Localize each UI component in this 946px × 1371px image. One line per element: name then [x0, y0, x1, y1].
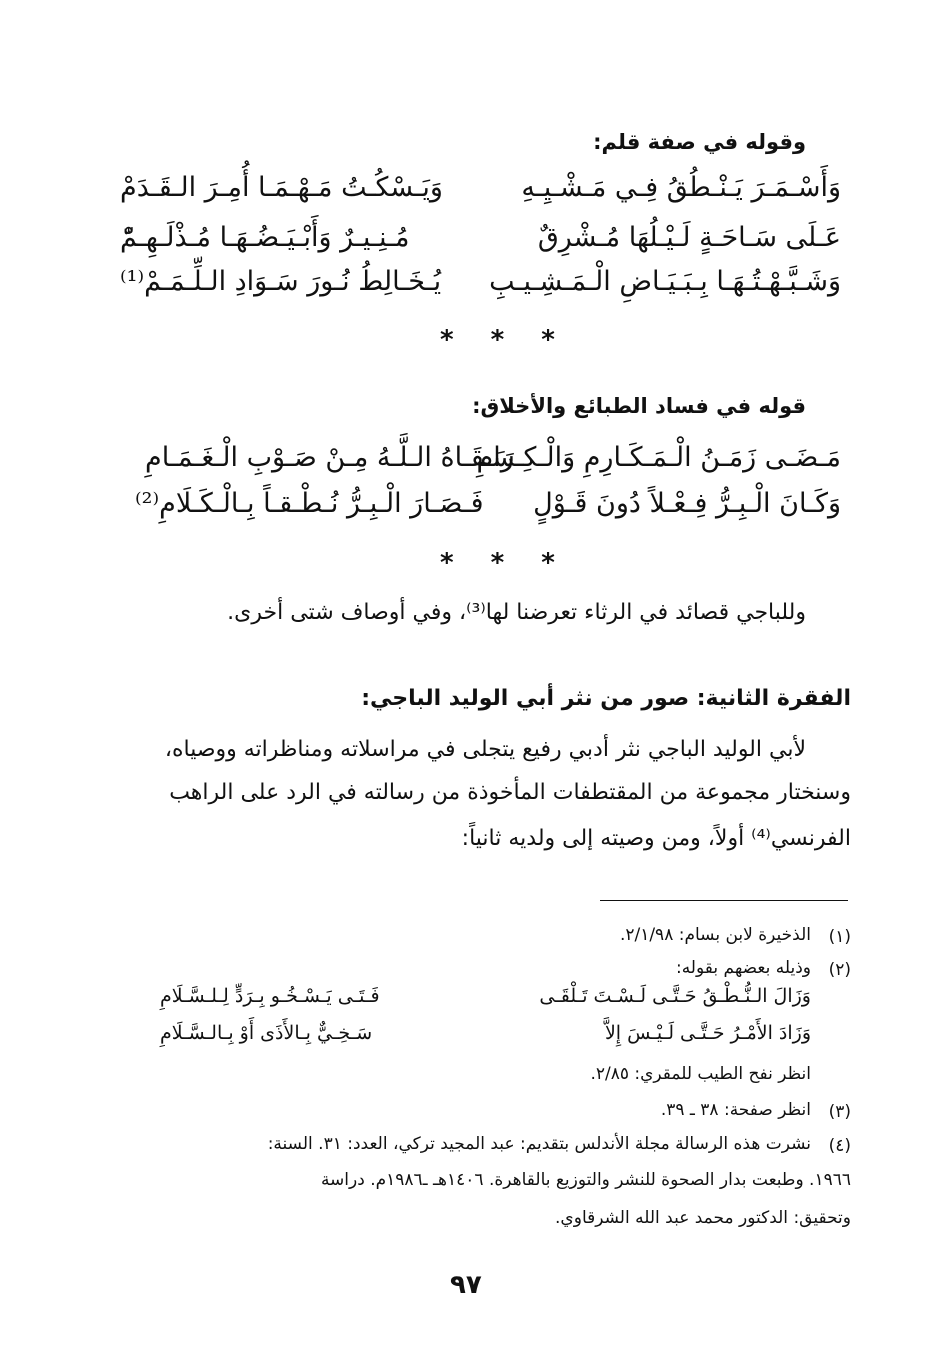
poem2-verse1-left: سَـقَـاهُ الـلَّـهُ مِـنْ صَـوْبِ الْـغَـمَـامِ	[145, 442, 515, 473]
footnote-3-text: انظر صفحة: ٣٨ ـ ٣٩.	[660, 1100, 811, 1120]
poem1-verse2-left: مُـنِـيـرٌ وَأَبْـيَـضُـهَـا مُـذْلَـهِـمّْ	[120, 222, 410, 253]
poem1-heading: وقوله في صفة قلم:	[593, 130, 806, 154]
page-number: ٩٧	[450, 1270, 482, 1300]
footnote-1-number: (١)	[828, 927, 851, 947]
poem1-verse3-left: يُـخَـالِطُ نُـورَ سَـوَادِ الـلِّـمَـمْ⁽¹⁾	[120, 266, 442, 297]
poem1-verse1-left: وَيَـسْكُـتُ مَـهْـمَـا أُمِـرَ الـقَـدَمْ	[120, 172, 443, 203]
poem2-heading: قوله في فساد الطبائع والأخلاق:	[472, 394, 806, 418]
paragraph-line-3: الفرنسي⁽⁴⁾ أولاً، ومن وصيته إلى ولديه ثانياً:	[461, 826, 851, 851]
poem1-verse1-right: وَأَسْـمَـرَ يَـنْـطُقُ فِـي مَـشْـيِـهِ	[521, 172, 841, 203]
footnote-4-line-3: وتحقيق: الدكتور محمد عبد الله الشرقاوي.	[555, 1208, 851, 1228]
paragraph-line-2: وسنختار مجموعة من المقتطفات المأخوذة من رسالته في الرد على الراهب	[169, 780, 851, 805]
footnote-divider	[600, 900, 848, 901]
section-separator-2: * * *	[440, 548, 569, 578]
footnote-2-verse1-right: وَزَالَ الـنُّـطْـقُ حَـتَّـى لَـسْـتَ تَـلْقَـى	[539, 985, 811, 1007]
footnote-2-verse2-right: وَزَادَ الأَمْـرُ حَـتَّـى لَـيْـسَ إِلاَّ	[604, 1022, 811, 1044]
footnote-3-number: (٣)	[828, 1102, 851, 1122]
paragraph-line-1: لأبي الوليد الباجي نثر أدبي رفيع يتجلى في مراسلاته ومناظراته ووصياه،	[164, 737, 806, 762]
section-heading: الفقرة الثانية: صور من نثر أبي الوليد الباجي:	[361, 686, 851, 711]
footnote-2-number: (٢)	[828, 960, 851, 980]
baji-elegies-line: وللباجي قصائد في الرثاء تعرضنا لها⁽³⁾، وفي أوصاف شتى أخرى.	[227, 600, 806, 625]
footnote-2-intro: وذيله بعضهم بقوله:	[675, 958, 811, 978]
poem2-verse2-right: وَكَـانَ الْـبِـرُّ فِـعْـلاً دُونَ قَـوْلٍ	[533, 488, 841, 519]
footnote-4-line-2: ١٩٦٦. وطبعت بدار الصحوة للنشر والتوزيع بالقاهرة. ١٤٠٦هـ ـ١٩٨٦م. دراسة	[320, 1170, 851, 1190]
section-separator: * * *	[440, 325, 569, 355]
footnote-1-text: الذخيرة لابن بسام: ٢/١/٩٨.	[619, 925, 811, 945]
footnote-2-verse2-left: سَـخِـيٌّ بِـالأَذَى أَوْ بِـالـسَّـلَامِ	[160, 1022, 373, 1044]
poem1-verse3-right: وَشَـبَّـهْـتُـهَـا بِـبَـيَـاضِ الْـمَـشِـيـبِ	[489, 266, 841, 297]
footnote-4-number: (٤)	[828, 1136, 851, 1156]
footnote-2-reference: انظر نفح الطيب للمقري: ٢/٨٥.	[590, 1064, 811, 1084]
poem2-verse2-left: فَـصَـارَ الْـبِـرُّ نُـطْـقـاً بِـالْـكَـلَامِ⁽²⁾	[135, 488, 484, 519]
footnote-2-verse1-left: فَـتَـى يَـسْـخُـو بِـرَدٍّ لِـلـسَّـلَامِ	[160, 985, 380, 1007]
poem1-verse2-right: عَـلَى سَـاحَـةٍ لَـيْـلُهَا مُـشْرِقٌ	[537, 222, 841, 253]
poem2-verse1-right: مَـضَـى زَمَـنُ الْـمَـكَـارِمِ وَالْـكِـرَامِ	[476, 442, 841, 473]
footnote-4-line-1: نشرت هذه الرسالة مجلة الأندلس بتقديم: عبد المجيد تركي، العدد: ٣١. السنة:	[267, 1134, 811, 1154]
